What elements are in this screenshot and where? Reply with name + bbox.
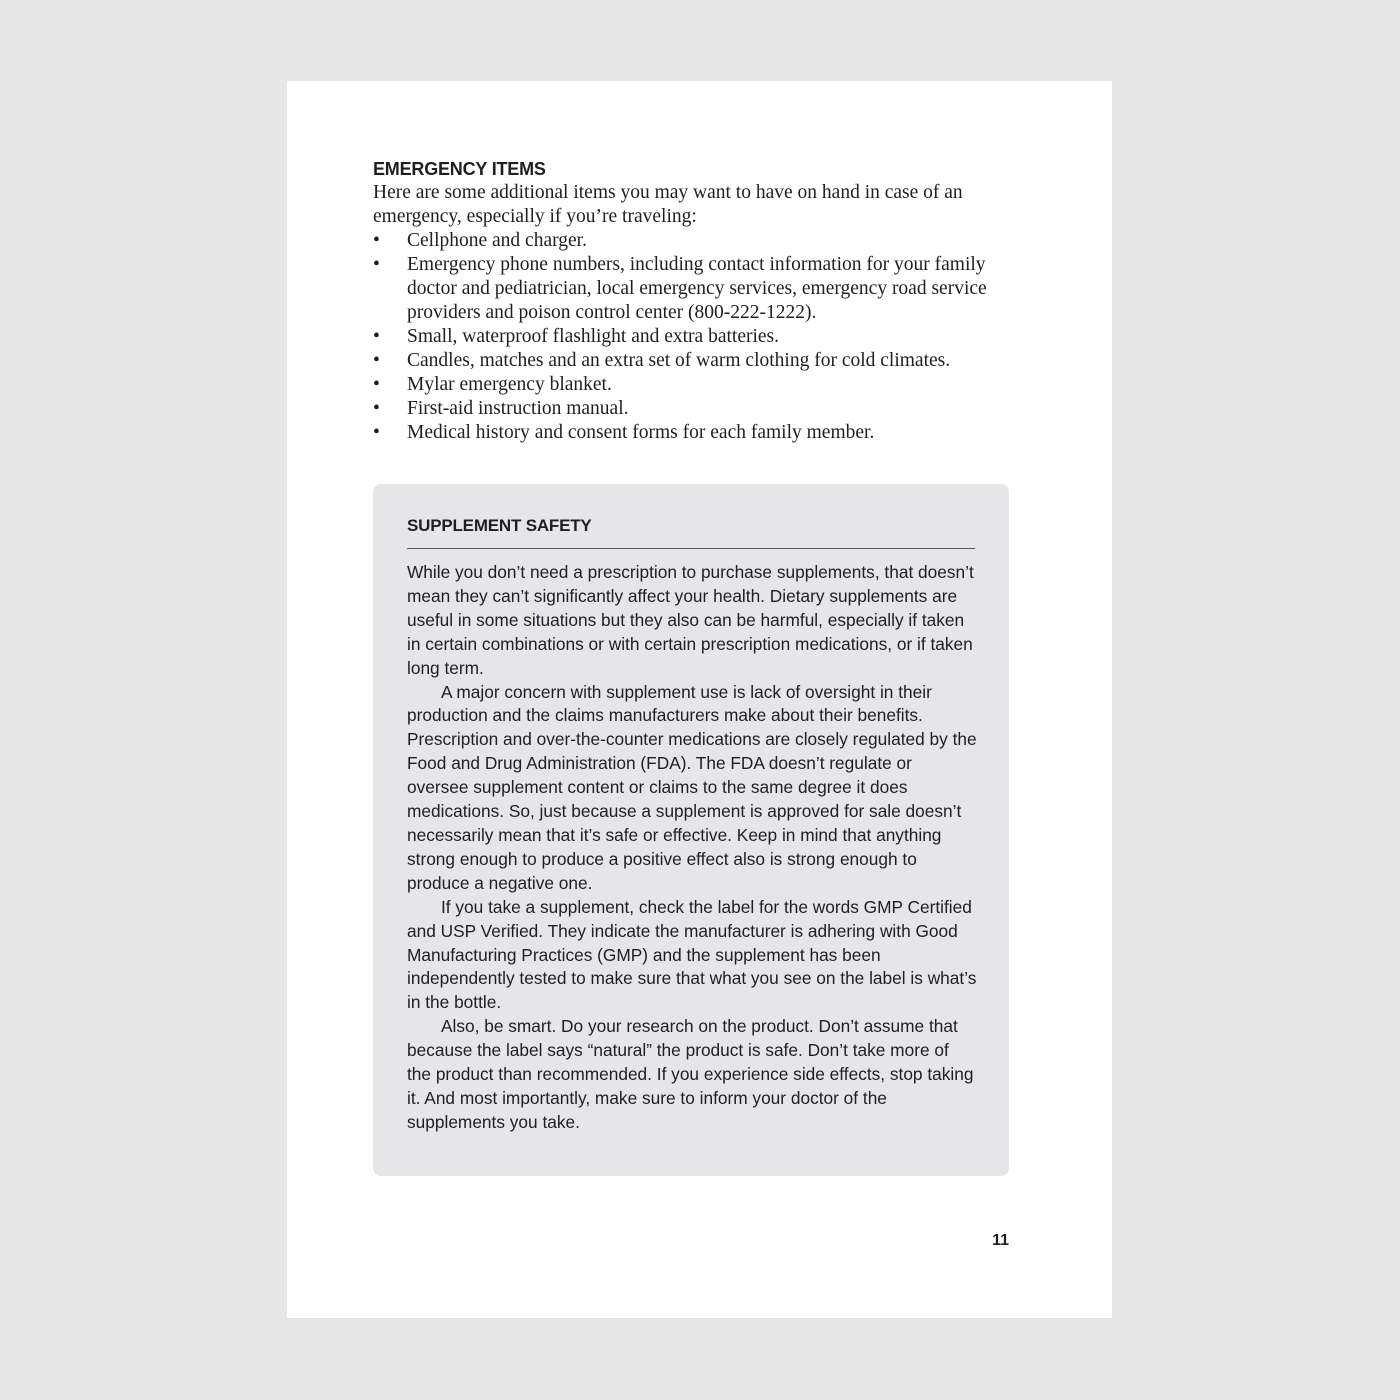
list-item bbox=[373, 229, 1023, 253]
sidebar-body bbox=[407, 561, 977, 1135]
list-item bbox=[373, 397, 1023, 421]
list-item-text: Medical history and consent forms for each family member. bbox=[407, 422, 875, 443]
list-item bbox=[373, 373, 1023, 397]
bullet-icon: • bbox=[373, 326, 380, 347]
sidebar-heading: SUPPLEMENT SAFETY bbox=[407, 516, 592, 535]
body-paragraph: While you don’t need a prescription to purchase supplements, that doesn’t mean they can’t significantly affect your health. Dietary supplements are useful in some situations but they also can be harmful, especially if taken in certain combinations or with certain prescription medications, or if taken long term. bbox=[407, 562, 974, 678]
supplement-safety-box bbox=[373, 484, 1009, 1176]
body-paragraph: A major concern with supplement use is lack of oversight in their production and the claims manufacturers make about their benefits. Prescription and over-the-counter medications are closely regulated by the Food and Drug Administration (FDA). The FDA doesn’t regulate or oversee supplement content or claims to the same degree it does medications. So, just because a supplement is approved for sale doesn’t necessarily mean that it’s safe or effective. Keep in mind that anything strong enough to produce a positive effect also is strong enough to produce a negative one. bbox=[407, 681, 977, 893]
bullet-icon: • bbox=[373, 374, 380, 395]
list-item bbox=[373, 325, 1023, 349]
list-item-text: Emergency phone numbers, including contact information for your family doctor and pediatrician, local emergency services, emergency road service providers and poison control center (800-222-1222). bbox=[407, 254, 987, 323]
list-item-text: First-aid instruction manual. bbox=[407, 398, 629, 419]
emergency-items-list bbox=[373, 229, 1023, 445]
list-item-text: Candles, matches and an extra set of warm clothing for cold climates. bbox=[407, 350, 951, 371]
list-item bbox=[373, 349, 1023, 373]
list-item-text: Small, waterproof flashlight and extra batteries. bbox=[407, 326, 780, 347]
bullet-icon: • bbox=[373, 422, 380, 443]
bullet-icon: • bbox=[373, 230, 380, 251]
page-number: 11 bbox=[992, 1232, 1009, 1249]
document-page bbox=[287, 81, 1112, 1318]
body-paragraph: Also, be smart. Do your research on the product. Don’t assume that because the label says “natural” the product is safe. Don’t take more of the product than recommended. If you experience side effects, stop taking it. And most importantly, make sure to inform your doctor of the supplements you take. bbox=[407, 1016, 974, 1132]
body-paragraph: If you take a supplement, check the label for the words GMP Certified and USP Verified. They indicate the manufacturer is adhering with Good Manufacturing Practices (GMP) and the supplement has been independently tested to make sure that what you see on the label is what’s in the bottle. bbox=[407, 896, 977, 1013]
list-item-text: Cellphone and charger. bbox=[407, 230, 587, 251]
bullet-icon: • bbox=[373, 254, 380, 275]
bullet-icon: • bbox=[373, 398, 380, 419]
intro-paragraph: Here are some additional items you may want to have on hand in case of an emergency, especially if you’re traveling: bbox=[373, 182, 963, 227]
list-item bbox=[373, 253, 1023, 325]
list-item-text: Mylar emergency blanket. bbox=[407, 374, 612, 395]
emergency-items-section bbox=[373, 157, 1023, 445]
list-item bbox=[373, 421, 1023, 445]
bullet-icon: • bbox=[373, 350, 380, 371]
section-heading: EMERGENCY ITEMS bbox=[373, 159, 546, 179]
heading-divider bbox=[407, 548, 975, 549]
